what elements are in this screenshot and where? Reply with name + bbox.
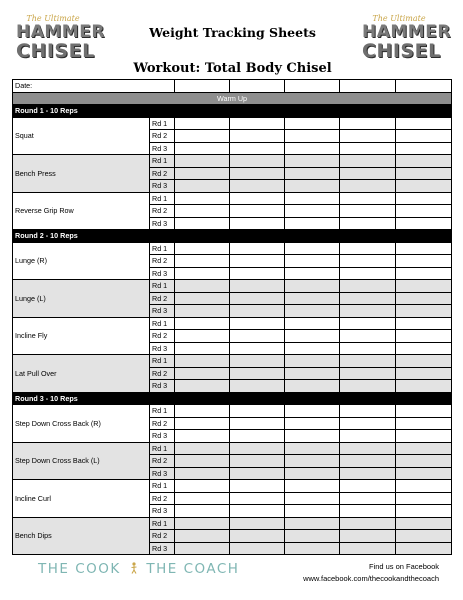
weight-entry-cell[interactable] (340, 330, 396, 343)
weight-entry-cell[interactable] (285, 280, 340, 293)
weight-entry-cell[interactable] (396, 442, 452, 455)
weight-entry-cell[interactable] (396, 142, 452, 155)
weight-entry-cell[interactable] (396, 455, 452, 468)
weight-entry-cell[interactable] (396, 217, 452, 230)
weight-entry-cell[interactable] (285, 505, 340, 518)
weight-entry-cell[interactable] (285, 305, 340, 318)
weight-entry-cell[interactable] (340, 417, 396, 430)
weight-entry-cell[interactable] (285, 317, 340, 330)
weight-entry-cell[interactable] (396, 167, 452, 180)
weight-entry-cell[interactable] (396, 342, 452, 355)
weight-entry-cell[interactable] (230, 380, 285, 393)
weight-entry-cell[interactable] (396, 205, 452, 218)
weight-entry-cell[interactable] (285, 467, 340, 480)
weight-entry-cell[interactable] (285, 242, 340, 255)
date-cell[interactable] (175, 80, 230, 93)
exercise-name: Lat Pull Over (13, 355, 150, 393)
warm-up-row (13, 92, 452, 105)
weight-entry-cell[interactable] (175, 367, 230, 380)
weight-entry-cell[interactable] (396, 355, 452, 368)
rd-label: Rd 1 (150, 517, 175, 530)
weight-entry-cell[interactable] (285, 255, 340, 268)
weight-entry-cell[interactable] (396, 180, 452, 193)
weight-entry-cell[interactable] (175, 167, 230, 180)
weight-entry-cell[interactable] (340, 542, 396, 555)
rd-label: Rd 3 (150, 305, 175, 318)
facebook-url-link[interactable]: www.facebook.com/thecookandthecoach (303, 574, 439, 583)
weight-entry-cell[interactable] (230, 430, 285, 443)
exercise-set-row (13, 192, 452, 205)
footer-brand (38, 561, 239, 577)
weight-entry-cell[interactable] (230, 167, 285, 180)
weight-entry-cell[interactable] (340, 430, 396, 443)
weight-entry-cell[interactable] (340, 142, 396, 155)
exercise-name: Incline Fly (13, 317, 150, 355)
weight-entry-cell[interactable] (175, 192, 230, 205)
weight-entry-cell[interactable] (230, 367, 285, 380)
date-label: Date: (13, 80, 175, 93)
rd-label: Rd 2 (150, 255, 175, 268)
weight-entry-cell[interactable] (230, 542, 285, 555)
weight-entry-cell[interactable] (230, 192, 285, 205)
exercise-name: Lunge (L) (13, 280, 150, 318)
weight-entry-cell[interactable] (175, 180, 230, 193)
weight-entry-cell[interactable] (285, 430, 340, 443)
date-cell[interactable] (285, 80, 340, 93)
logo-script-text: The Ultimate (26, 14, 80, 23)
rd-label: Rd 3 (150, 505, 175, 518)
weight-entry-cell[interactable] (340, 467, 396, 480)
exercise-name: Step Down Cross Back (L) (13, 442, 150, 480)
weight-entry-cell[interactable] (230, 342, 285, 355)
weight-entry-cell[interactable] (175, 542, 230, 555)
exercise-set-row (13, 117, 452, 130)
page-title: Weight Tracking Sheets (149, 25, 316, 40)
weight-entry-cell[interactable] (230, 217, 285, 230)
weight-entry-cell[interactable] (285, 142, 340, 155)
weight-entry-cell[interactable] (175, 417, 230, 430)
weight-entry-cell[interactable] (175, 280, 230, 293)
rd-label: Rd 1 (150, 355, 175, 368)
round-label: Round 1 - 10 Reps (13, 105, 452, 118)
rd-label: Rd 3 (150, 467, 175, 480)
weight-entry-cell[interactable] (230, 130, 285, 143)
weight-entry-cell[interactable] (340, 205, 396, 218)
rd-label: Rd 3 (150, 430, 175, 443)
weight-entry-cell[interactable] (175, 455, 230, 468)
weight-entry-cell[interactable] (396, 242, 452, 255)
weight-entry-cell[interactable] (230, 405, 285, 418)
weight-entry-cell[interactable] (230, 205, 285, 218)
weight-entry-cell[interactable] (175, 117, 230, 130)
weight-entry-cell[interactable] (285, 380, 340, 393)
rd-label: Rd 2 (150, 417, 175, 430)
brand-right-text: THE COACH (146, 561, 240, 577)
weight-entry-cell[interactable] (175, 305, 230, 318)
weight-entry-cell[interactable] (285, 367, 340, 380)
weight-entry-cell[interactable] (230, 267, 285, 280)
weight-entry-cell[interactable] (340, 130, 396, 143)
weight-entry-cell[interactable] (396, 267, 452, 280)
weight-entry-cell[interactable] (230, 417, 285, 430)
weight-entry-cell[interactable] (396, 330, 452, 343)
rd-label: Rd 3 (150, 342, 175, 355)
weight-entry-cell[interactable] (285, 192, 340, 205)
weight-entry-cell[interactable] (285, 455, 340, 468)
weight-entry-cell[interactable] (285, 542, 340, 555)
weight-tracking-table (12, 79, 452, 555)
weight-entry-cell[interactable] (285, 517, 340, 530)
weight-entry-cell[interactable] (230, 455, 285, 468)
weight-entry-cell[interactable] (340, 180, 396, 193)
weight-entry-cell[interactable] (230, 480, 285, 493)
date-cell[interactable] (396, 80, 452, 93)
logo-chisel-text: CHISEL (16, 40, 95, 62)
weight-entry-cell[interactable] (340, 405, 396, 418)
rd-label: Rd 3 (150, 142, 175, 155)
rd-label: Rd 2 (150, 330, 175, 343)
weight-entry-cell[interactable] (285, 180, 340, 193)
weight-entry-cell[interactable] (340, 242, 396, 255)
rd-label: Rd 2 (150, 130, 175, 143)
weight-entry-cell[interactable] (175, 517, 230, 530)
weight-entry-cell[interactable] (175, 355, 230, 368)
weight-entry-cell[interactable] (340, 480, 396, 493)
weight-entry-cell[interactable] (285, 405, 340, 418)
weight-entry-cell[interactable] (396, 155, 452, 168)
rd-label: Rd 1 (150, 405, 175, 418)
weight-entry-cell[interactable] (175, 317, 230, 330)
exercise-name: Bench Dips (13, 517, 150, 555)
weight-entry-cell[interactable] (340, 455, 396, 468)
rd-label: Rd 3 (150, 217, 175, 230)
rd-label: Rd 3 (150, 180, 175, 193)
weight-entry-cell[interactable] (340, 517, 396, 530)
weight-entry-cell[interactable] (175, 155, 230, 168)
round-header (13, 230, 452, 243)
weight-entry-cell[interactable] (340, 367, 396, 380)
weight-entry-cell[interactable] (340, 530, 396, 543)
weight-entry-cell[interactable] (396, 317, 452, 330)
exercise-set-row (13, 280, 452, 293)
weight-entry-cell[interactable] (230, 117, 285, 130)
weight-entry-cell[interactable] (230, 355, 285, 368)
logo-chisel-text: CHISEL (362, 40, 441, 62)
weight-entry-cell[interactable] (175, 492, 230, 505)
weight-entry-cell[interactable] (175, 255, 230, 268)
hammer-chisel-logo-left (16, 14, 105, 70)
brand-left-text: THE COOK (38, 561, 121, 577)
weight-entry-cell[interactable] (230, 142, 285, 155)
weight-entry-cell[interactable] (285, 417, 340, 430)
weight-entry-cell[interactable] (230, 517, 285, 530)
rd-label: Rd 2 (150, 455, 175, 468)
exercise-set-row (13, 517, 452, 530)
weight-entry-cell[interactable] (396, 417, 452, 430)
weight-entry-cell[interactable] (396, 255, 452, 268)
weight-entry-cell[interactable] (230, 317, 285, 330)
weight-entry-cell[interactable] (175, 142, 230, 155)
rd-label: Rd 2 (150, 530, 175, 543)
weight-entry-cell[interactable] (175, 430, 230, 443)
weight-entry-cell[interactable] (396, 430, 452, 443)
round-header (13, 105, 452, 118)
rd-label: Rd 1 (150, 280, 175, 293)
weight-entry-cell[interactable] (285, 330, 340, 343)
weight-entry-cell[interactable] (285, 117, 340, 130)
rd-label: Rd 1 (150, 442, 175, 455)
weight-entry-cell[interactable] (230, 467, 285, 480)
rd-label: Rd 3 (150, 542, 175, 555)
weight-entry-cell[interactable] (396, 530, 452, 543)
weight-entry-cell[interactable] (285, 342, 340, 355)
weight-entry-cell[interactable] (230, 530, 285, 543)
date-row (13, 80, 452, 93)
round-label: Round 3 - 10 Reps (13, 392, 452, 405)
weight-entry-cell[interactable] (285, 267, 340, 280)
weight-entry-cell[interactable] (340, 380, 396, 393)
facebook-find-us: Find us on Facebook (368, 562, 439, 571)
weight-entry-cell[interactable] (175, 342, 230, 355)
date-cell[interactable] (340, 80, 396, 93)
exercise-set-row (13, 317, 452, 330)
weight-entry-cell[interactable] (175, 505, 230, 518)
weight-entry-cell[interactable] (396, 305, 452, 318)
weight-entry-cell[interactable] (285, 492, 340, 505)
rd-label: Rd 3 (150, 380, 175, 393)
weight-entry-cell[interactable] (230, 180, 285, 193)
weight-entry-cell[interactable] (230, 242, 285, 255)
weight-entry-cell[interactable] (175, 205, 230, 218)
weight-entry-cell[interactable] (396, 292, 452, 305)
weight-entry-cell[interactable] (396, 380, 452, 393)
weight-entry-cell[interactable] (285, 355, 340, 368)
weight-entry-cell[interactable] (285, 530, 340, 543)
weight-entry-cell[interactable] (175, 267, 230, 280)
weight-entry-cell[interactable] (340, 442, 396, 455)
weight-entry-cell[interactable] (396, 467, 452, 480)
weight-entry-cell[interactable] (230, 255, 285, 268)
weight-entry-cell[interactable] (340, 305, 396, 318)
rd-label: Rd 1 (150, 242, 175, 255)
weight-entry-cell[interactable] (175, 467, 230, 480)
rd-label: Rd 2 (150, 367, 175, 380)
weight-entry-cell[interactable] (396, 542, 452, 555)
weight-entry-cell[interactable] (340, 492, 396, 505)
weight-entry-cell[interactable] (340, 292, 396, 305)
exercise-name: Step Down Cross Back (R) (13, 405, 150, 443)
rd-label: Rd 1 (150, 192, 175, 205)
exercise-set-row (13, 442, 452, 455)
rd-label: Rd 1 (150, 117, 175, 130)
weight-entry-cell[interactable] (285, 480, 340, 493)
exercise-name: Reverse Grip Row (13, 192, 150, 230)
weight-entry-cell[interactable] (285, 167, 340, 180)
weight-entry-cell[interactable] (285, 155, 340, 168)
weight-entry-cell[interactable] (285, 442, 340, 455)
round-label: Round 2 - 10 Reps (13, 230, 452, 243)
rd-label: Rd 2 (150, 492, 175, 505)
weight-entry-cell[interactable] (175, 530, 230, 543)
weight-entry-cell[interactable] (340, 192, 396, 205)
rd-label: Rd 2 (150, 167, 175, 180)
rd-label: Rd 1 (150, 480, 175, 493)
weight-entry-cell[interactable] (340, 217, 396, 230)
weight-entry-cell[interactable] (340, 280, 396, 293)
weight-entry-cell[interactable] (396, 492, 452, 505)
exercise-set-row (13, 355, 452, 368)
weight-entry-cell[interactable] (175, 292, 230, 305)
weight-entry-cell[interactable] (340, 342, 396, 355)
weight-entry-cell[interactable] (396, 130, 452, 143)
weight-entry-cell[interactable] (340, 267, 396, 280)
weight-entry-cell[interactable] (175, 130, 230, 143)
weight-entry-cell[interactable] (230, 280, 285, 293)
exercise-name: Bench Press (13, 155, 150, 193)
weight-entry-cell[interactable] (175, 380, 230, 393)
weight-entry-cell[interactable] (230, 330, 285, 343)
weight-entry-cell[interactable] (230, 155, 285, 168)
rd-label: Rd 1 (150, 317, 175, 330)
weight-entry-cell[interactable] (230, 505, 285, 518)
weight-entry-cell[interactable] (340, 155, 396, 168)
weight-entry-cell[interactable] (396, 280, 452, 293)
weight-entry-cell[interactable] (230, 305, 285, 318)
whisk-figure-icon (129, 562, 139, 574)
weight-entry-cell[interactable] (340, 505, 396, 518)
weight-entry-cell[interactable] (396, 517, 452, 530)
weight-entry-cell[interactable] (175, 217, 230, 230)
weight-entry-cell[interactable] (175, 242, 230, 255)
logo-script-text: The Ultimate (372, 14, 426, 23)
weight-entry-cell[interactable] (285, 130, 340, 143)
exercise-set-row (13, 242, 452, 255)
weight-entry-cell[interactable] (396, 117, 452, 130)
exercise-name: Squat (13, 117, 150, 155)
weight-entry-cell[interactable] (396, 405, 452, 418)
logo-hammer-text: HAMMER (16, 22, 105, 42)
rd-label: Rd 1 (150, 155, 175, 168)
weight-entry-cell[interactable] (175, 442, 230, 455)
weight-entry-cell[interactable] (230, 292, 285, 305)
weight-entry-cell[interactable] (175, 405, 230, 418)
rd-label: Rd 2 (150, 205, 175, 218)
weight-entry-cell[interactable] (285, 292, 340, 305)
warm-up-label: Warm Up (13, 92, 452, 105)
weight-entry-cell[interactable] (396, 505, 452, 518)
round-header (13, 392, 452, 405)
logo-hammer-text: HAMMER (362, 22, 451, 42)
workout-title: Workout: Total Body Chisel (133, 61, 332, 76)
exercise-name: Lunge (R) (13, 242, 150, 280)
weight-entry-cell[interactable] (175, 480, 230, 493)
weight-entry-cell[interactable] (340, 355, 396, 368)
exercise-set-row (13, 480, 452, 493)
weight-entry-cell[interactable] (340, 167, 396, 180)
hammer-chisel-logo-right (362, 14, 451, 70)
weight-entry-cell[interactable] (396, 480, 452, 493)
weight-entry-cell[interactable] (285, 217, 340, 230)
weight-entry-cell[interactable] (396, 367, 452, 380)
exercise-name: Incline Curl (13, 480, 150, 518)
weight-entry-cell[interactable] (230, 442, 285, 455)
rd-label: Rd 3 (150, 267, 175, 280)
weight-entry-cell[interactable] (396, 192, 452, 205)
weight-entry-cell[interactable] (340, 317, 396, 330)
weight-entry-cell[interactable] (175, 330, 230, 343)
rd-label: Rd 2 (150, 292, 175, 305)
exercise-set-row (13, 405, 452, 418)
weight-entry-cell[interactable] (340, 255, 396, 268)
weight-entry-cell[interactable] (340, 117, 396, 130)
exercise-set-row (13, 155, 452, 168)
weight-entry-cell[interactable] (230, 492, 285, 505)
weight-entry-cell[interactable] (285, 205, 340, 218)
date-cell[interactable] (230, 80, 285, 93)
